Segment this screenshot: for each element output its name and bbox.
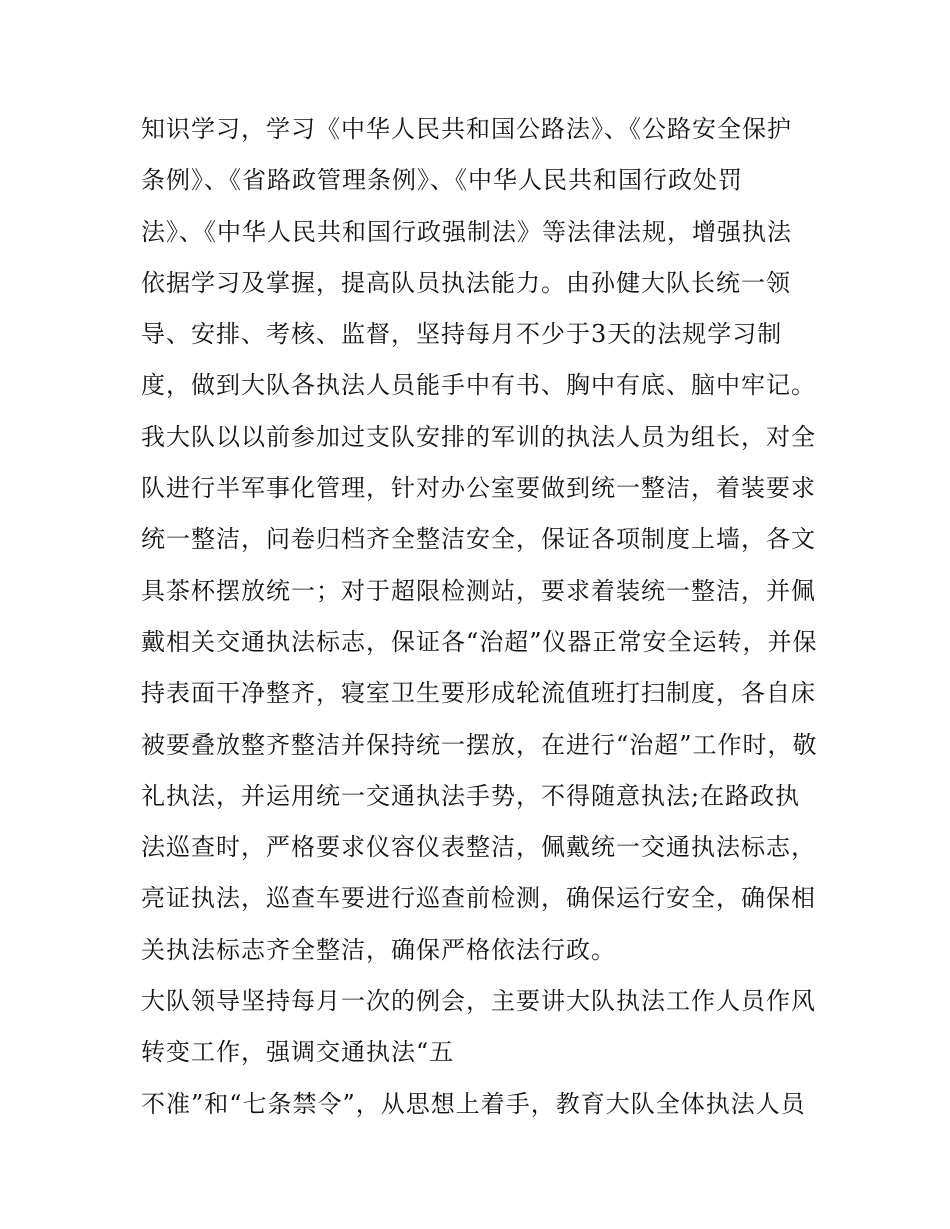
text-line: 关执法标志齐全整洁，确保严格依法行政。 [141,935,616,964]
text-line: 转变工作，强调交通执法“五 [141,1038,455,1067]
text-line: 队进行半军事化管理，针对办公室要做到统一整洁，着装要求 [141,474,816,503]
text-line: 导、安排、考核、监督，坚持每月不少于3天的法规学习制 [141,320,783,349]
text-line: 法》、《中华人民共和国行政强制法》等法律法规，增强执法 [141,217,792,246]
text-line: 持表面干净整齐，寝室卫生要形成轮流值班打扫制度，各自床 [141,679,816,708]
text-line: 不准”和“七条禁令”，从思想上着手，教育大队全体执法人员 [141,1089,806,1118]
text-line: 被要叠放整齐整洁并保持统一摆放，在进行“治超”工作时，敬 [141,730,818,759]
text-line: 知识学习，学习《中华人民共和国公路法》、《公路安全保护 [141,115,792,143]
text-line: 依据学习及掌握，提高队员执法能力。由孙健大队长统一领 [141,268,791,297]
text-line: 我大队以以前参加过支队安排的军训的执法人员为组长，对全 [141,422,816,451]
text-line: 统一整洁，问卷归档齐全整洁安全，保证各项制度上墙，各文 [141,525,816,554]
text-line: 具茶杯摆放统一；对于超限检测站，要求着装统一整洁，并佩 [141,576,816,605]
body-text [141,104,821,1130]
text-line: 法巡查时，严格要求仪容仪表整洁，佩戴统一交通执法标志， [141,833,816,862]
text-line: 礼执法，并运用统一交通执法手势，不得随意执法;在路政执 [141,781,801,810]
text-line: 戴相关交通执法标志，保证各“治超”仪器正常安全运转，并保 [141,627,818,656]
text-line: 亮证执法，巡查车要进行巡查前检测，确保运行安全，确保相 [141,884,816,913]
text-line: 条例》、《省路政管理条例》、《中华人民共和国行政处罚 [141,166,743,195]
text-line: 大队领导坚持每月一次的例会，主要讲大队执法工作人员作风 [141,987,816,1016]
text-line: 度，做到大队各执法人员能手中有书、胸中有底、脑中牢记。 [141,371,816,400]
